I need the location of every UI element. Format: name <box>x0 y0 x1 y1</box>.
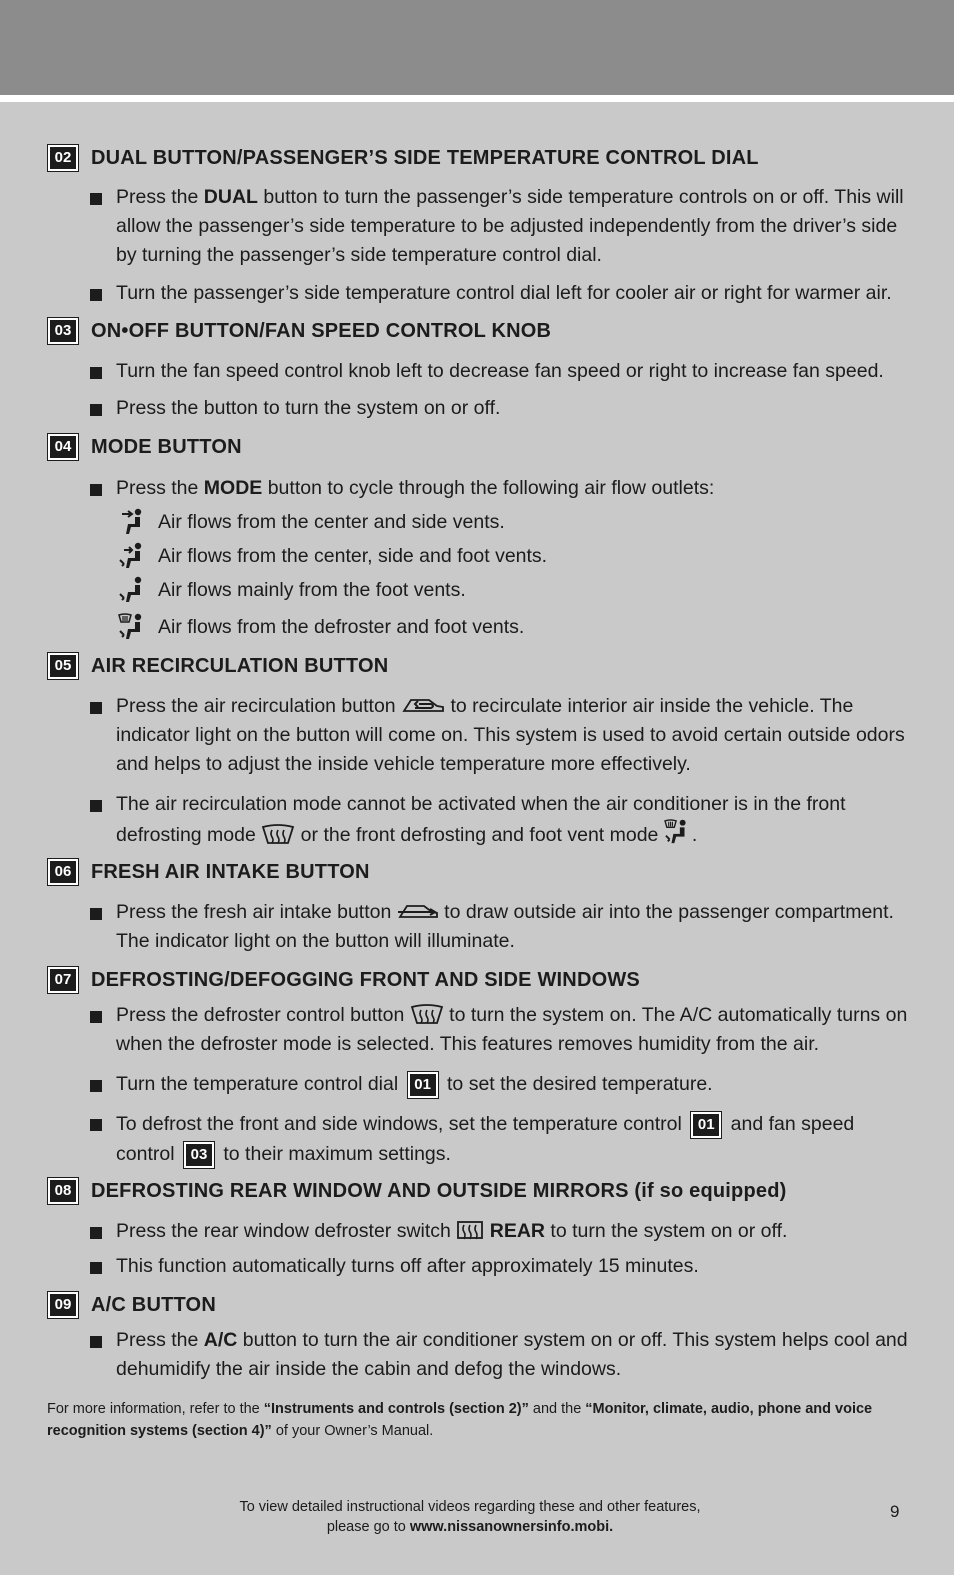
mode-description: Air flows mainly from the foot vents. <box>158 579 466 601</box>
bullet-square <box>90 367 102 379</box>
reference-badge: 01 <box>408 1072 438 1098</box>
mode-item-face-foot <box>118 542 547 570</box>
footer-text <box>180 1497 760 1537</box>
bullet-text: Press the defroster control button to turn the system on. The A/C automatically turns on when the defroster mode is selected. This features removes humidity from the air. <box>116 1004 908 1055</box>
bullet-text: Press the fresh air intake button to draw outside air into the passenger compartment. The indicator light on the button will illuminate. <box>116 901 894 952</box>
section-title: DEFROSTING REAR WINDOW AND OUTSIDE MIRRORS (if so equipped) <box>91 1179 787 1202</box>
front-defrost-icon <box>410 1003 444 1025</box>
bullet-square <box>90 404 102 416</box>
bullet-text: The air recirculation mode cannot be activated when the air conditioner is in the front defrosting mode or the front defrosting and foot vent mode . <box>116 793 846 846</box>
bullet-text: Press the DUAL button to turn the passenger’s side temperature controls on or off. This will allow the passenger’s side temperature to be adjusted independently from the driver’s side by turning the passenger’s side temperature control dial. <box>116 186 904 266</box>
section-02-header <box>48 144 759 172</box>
section-06-header <box>48 858 370 886</box>
bullet-square <box>90 1080 102 1092</box>
mode-item-face <box>118 508 505 536</box>
recirculation-icon <box>401 696 445 716</box>
bullet-text: Press the A/C button to turn the air conditioner system on or off. This system helps cool and dehumidify the air inside the cabin and defog the windows. <box>116 1329 908 1380</box>
footer-line-1: To view detailed instructional videos regarding these and other features, <box>239 1499 701 1515</box>
bullet-square <box>90 193 102 205</box>
section-title: DEFROSTING/DEFOGGING FRONT AND SIDE WINDOWS <box>91 968 640 991</box>
mode-item-foot <box>118 576 466 604</box>
reference-note: For more information, refer to the “Instruments and controls (section 2)” and the “Monitor, climate, audio, phone and voice recognition systems (section 4)” of your Owner’s Manual. <box>47 1401 873 1439</box>
section-number-badge: 06 <box>48 859 78 885</box>
bullet-square <box>90 1262 102 1274</box>
bullet-square <box>90 1119 102 1131</box>
section-number-badge: 07 <box>48 967 78 993</box>
reference-badge: 03 <box>184 1142 214 1168</box>
section-08-header <box>48 1177 786 1205</box>
top-divider <box>0 95 954 102</box>
mode-description: Air flows from the center, side and foot vents. <box>158 545 548 567</box>
mode-item-defrost-foot <box>118 613 524 641</box>
bullet-text: This function automatically turns off after approximately 15 minutes. <box>116 1255 699 1277</box>
bullet-square <box>90 1011 102 1023</box>
vent-foot-icon <box>118 576 148 604</box>
bullet-square <box>90 1336 102 1348</box>
bullet-square <box>90 702 102 714</box>
section-number-badge: 02 <box>48 145 78 171</box>
bullet-text: Turn the temperature control dial 01 to set the desired temperature. <box>116 1070 916 1099</box>
page-number: 9 <box>890 1502 900 1521</box>
defrost-foot-icon <box>118 613 148 641</box>
front-defrost-icon <box>261 823 295 845</box>
bullet-text: Turn the fan speed control knob left to decrease fan speed or right to increase fan speed. <box>116 360 884 382</box>
vent-face-foot-icon <box>118 542 148 570</box>
bullet-text: Turn the passenger’s side temperature control dial left for cooler air or right for warmer air. <box>116 282 892 304</box>
defrost-foot-icon <box>664 819 692 845</box>
section-title: AIR RECIRCULATION BUTTON <box>91 654 389 677</box>
top-banner <box>0 0 954 95</box>
bullet-square <box>90 289 102 301</box>
section-number-badge: 09 <box>48 1292 78 1318</box>
rear-defrost-icon <box>456 1219 484 1241</box>
bullet-square <box>90 908 102 920</box>
section-title: A/C BUTTON <box>91 1293 216 1316</box>
section-number-badge: 08 <box>48 1178 78 1204</box>
bullet-text: Press the air recirculation button to recirculate interior air inside the vehicle. The indicator light on the button will come on. This system is used to avoid certain outside odors and helps to adjust the inside vehicle temperature more effectively. <box>116 695 905 775</box>
section-title: ON•OFF BUTTON/FAN SPEED CONTROL KNOB <box>91 319 552 342</box>
section-title: FRESH AIR INTAKE BUTTON <box>91 860 370 883</box>
footer-url[interactable]: www.nissanownersinfo.mobi. <box>409 1519 614 1535</box>
vent-face-icon <box>118 508 148 536</box>
bullet-square <box>90 1227 102 1239</box>
section-number-badge: 03 <box>48 318 78 344</box>
bullet-square <box>90 484 102 496</box>
bullet-text: To defrost the front and side windows, set the temperature control 01 and fan speed control 03 to their maximum settings. <box>116 1109 916 1169</box>
section-title: MODE BUTTON <box>91 435 242 458</box>
section-04-header <box>48 433 242 461</box>
mode-description: Air flows from the center and side vents. <box>158 511 505 533</box>
reference-badge: 01 <box>691 1112 721 1138</box>
section-number-badge: 04 <box>48 434 78 460</box>
section-09-header <box>48 1291 216 1319</box>
footer-line-2: please go to www.nissanownersinfo.mobi. <box>326 1519 614 1535</box>
bullet-text: Press the MODE button to cycle through the following air flow outlets: <box>116 477 715 499</box>
bullet-text: Press the rear window defroster switch REAR to turn the system on or off. <box>116 1220 788 1242</box>
section-title: DUAL BUTTON/PASSENGER’S SIDE TEMPERATURE CONTROL DIAL <box>91 146 759 169</box>
section-03-header <box>48 317 551 345</box>
mode-description: Air flows from the defroster and foot vents. <box>158 616 525 638</box>
section-07-header <box>48 966 640 994</box>
section-05-header <box>48 652 388 680</box>
bullet-text: Press the button to turn the system on or off. <box>116 397 501 419</box>
bullet-square <box>90 800 102 812</box>
section-number-badge: 05 <box>48 653 78 679</box>
fresh-air-icon <box>397 902 439 922</box>
